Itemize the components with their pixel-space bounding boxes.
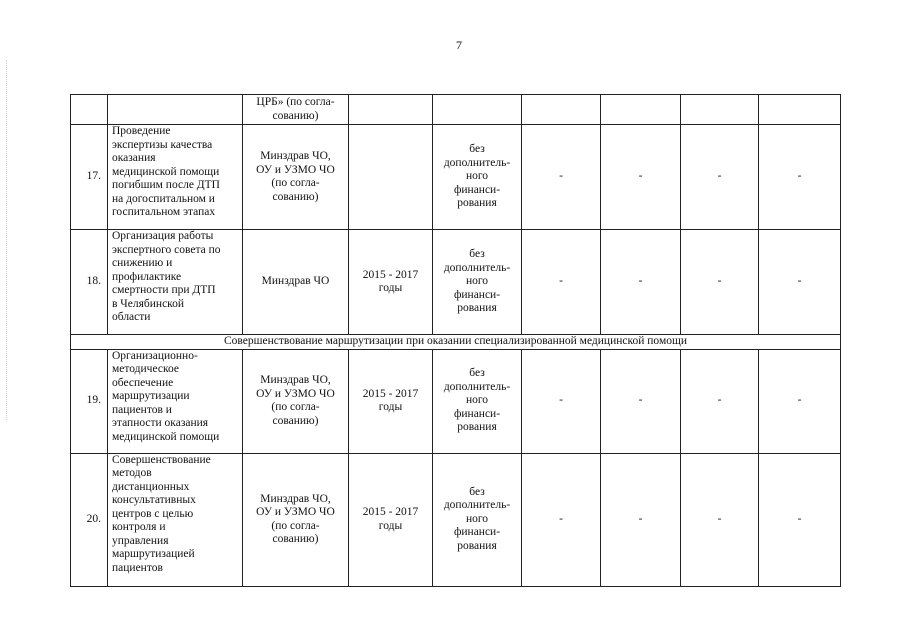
cell-value: - bbox=[601, 453, 681, 586]
cell-responsible bbox=[243, 349, 349, 453]
cell-responsible bbox=[243, 95, 349, 125]
cell-name bbox=[108, 125, 243, 230]
cell-funding bbox=[433, 230, 522, 335]
name-line: экспертного совета по bbox=[112, 243, 221, 256]
table-row bbox=[71, 453, 841, 586]
name-line: погибшим после ДТП bbox=[112, 179, 220, 191]
responsible-line: Минздрав ЧО, bbox=[260, 150, 331, 162]
section-heading-row bbox=[71, 335, 841, 350]
cell-value: - bbox=[759, 125, 841, 230]
name-line: медицинской помощи bbox=[112, 165, 220, 178]
cell-period bbox=[349, 230, 433, 335]
name-line: оказания bbox=[112, 152, 156, 164]
funding-line: ного bbox=[465, 394, 489, 407]
name-line: методическое bbox=[112, 363, 179, 375]
cell-value bbox=[759, 95, 841, 125]
cell-value: - bbox=[681, 125, 759, 230]
name-line: области bbox=[112, 311, 151, 323]
name-line: в Челябинской bbox=[112, 297, 185, 310]
cell-value: - bbox=[522, 125, 601, 230]
period-line: 2015 - 2017 bbox=[362, 506, 419, 518]
funding-line: ного bbox=[465, 170, 489, 183]
cell-value: - bbox=[759, 453, 841, 586]
cell-period bbox=[349, 349, 433, 453]
name-line: Организационно- bbox=[112, 349, 198, 362]
name-line: Совершенствование bbox=[112, 453, 211, 466]
table-row-continuation bbox=[71, 95, 841, 125]
cell-responsible bbox=[243, 125, 349, 230]
funding-line: дополнитель- bbox=[443, 499, 511, 512]
cell-funding bbox=[433, 125, 522, 230]
cell-value: - bbox=[522, 453, 601, 586]
name-line: медицинской помощи bbox=[112, 430, 220, 443]
cell-num: 18. bbox=[71, 230, 108, 335]
cell-value bbox=[681, 95, 759, 125]
cell-value: - bbox=[681, 349, 759, 453]
cell-responsible bbox=[243, 453, 349, 586]
period-line: 2015 - 2017 bbox=[362, 387, 419, 400]
name-line: на догоспитальном и bbox=[112, 192, 215, 205]
scan-margin-artifact bbox=[6, 60, 9, 420]
cell-num: 20. bbox=[71, 453, 108, 586]
funding-line: рования bbox=[457, 421, 497, 434]
name-line: смертности при ДТП bbox=[112, 284, 216, 296]
cell-name bbox=[108, 95, 243, 125]
cell-period bbox=[349, 453, 433, 586]
cell-value: - bbox=[601, 230, 681, 335]
cell-num bbox=[71, 95, 108, 125]
name-line: консультативных bbox=[112, 494, 196, 506]
cell-period bbox=[349, 95, 433, 125]
period-line: годы bbox=[378, 519, 403, 532]
responsible-line: ЦРБ» (по согла- bbox=[256, 96, 335, 108]
period-line: годы bbox=[378, 282, 403, 294]
name-line: пациентов и bbox=[112, 403, 172, 416]
name-line: обеспечение bbox=[112, 376, 174, 389]
funding-line: финанси- bbox=[453, 526, 501, 539]
funding-line: без bbox=[469, 248, 485, 261]
name-line: экспертизы качества bbox=[112, 138, 213, 151]
cell-num: 19. bbox=[71, 349, 108, 453]
cell-value: - bbox=[522, 230, 601, 335]
period-line: годы bbox=[378, 401, 403, 413]
name-line: госпитальном этапах bbox=[112, 206, 216, 218]
cell-value: - bbox=[601, 125, 681, 230]
name-line: управления bbox=[112, 534, 169, 547]
name-line: снижению и bbox=[112, 257, 173, 269]
funding-line: дополнитель- bbox=[443, 156, 511, 169]
responsible-line: Минздрав ЧО bbox=[261, 275, 330, 288]
period-line: 2015 - 2017 bbox=[362, 268, 419, 281]
cell-value: - bbox=[681, 230, 759, 335]
responsible-line: сованию) bbox=[272, 414, 319, 427]
funding-line: финанси- bbox=[453, 183, 501, 196]
funding-line: ного bbox=[465, 275, 489, 288]
table-row bbox=[71, 125, 841, 230]
cell-value: - bbox=[681, 453, 759, 586]
funding-line: без bbox=[469, 367, 485, 380]
name-line: Проведение bbox=[112, 125, 171, 137]
section-title: Совершенствование маршрутизации при оказании специализированной медицинской помощи bbox=[71, 335, 841, 350]
name-line: контроля и bbox=[112, 521, 166, 533]
responsible-line: (по согла- bbox=[271, 519, 320, 532]
funding-line: рования bbox=[457, 302, 497, 315]
cell-value bbox=[601, 95, 681, 125]
funding-line: финанси- bbox=[453, 288, 501, 301]
responsible-line: ОУ и УЗМО ЧО bbox=[256, 163, 335, 176]
funding-line: без bbox=[469, 143, 485, 156]
cell-period bbox=[349, 125, 433, 230]
responsible-line: сованию) bbox=[272, 533, 319, 545]
cell-name bbox=[108, 230, 243, 335]
cell-funding bbox=[433, 453, 522, 586]
responsible-line: сованию) bbox=[272, 190, 319, 203]
name-line: методов bbox=[112, 467, 152, 479]
name-line: этапности оказания bbox=[112, 417, 209, 429]
funding-line: дополнитель- bbox=[443, 380, 511, 393]
measures-table bbox=[70, 94, 841, 587]
responsible-line: ОУ и УЗМО ЧО bbox=[256, 387, 335, 400]
name-line: маршрутизацией bbox=[112, 548, 195, 560]
responsible-line: Минздрав ЧО, bbox=[260, 492, 331, 505]
cell-value bbox=[522, 95, 601, 125]
funding-line: рования bbox=[457, 539, 497, 552]
name-line: Организация работы bbox=[112, 230, 214, 242]
funding-line: ного bbox=[465, 512, 489, 525]
table-row bbox=[71, 349, 841, 453]
cell-num: 17. bbox=[71, 125, 108, 230]
name-line: профилактике bbox=[112, 270, 182, 283]
funding-line: финанси- bbox=[453, 407, 501, 420]
funding-line: дополнитель- bbox=[443, 261, 511, 274]
cell-name bbox=[108, 453, 243, 586]
cell-name bbox=[108, 349, 243, 453]
funding-line: рования bbox=[457, 197, 497, 210]
name-line: пациентов bbox=[112, 561, 163, 574]
cell-responsible bbox=[243, 230, 349, 335]
cell-funding bbox=[433, 349, 522, 453]
cell-value: - bbox=[759, 230, 841, 335]
cell-value: - bbox=[759, 349, 841, 453]
page-number: 7 bbox=[456, 38, 462, 52]
table-row bbox=[71, 230, 841, 335]
name-line: центров с целью bbox=[112, 507, 194, 520]
responsible-line: ОУ и УЗМО ЧО bbox=[256, 506, 335, 518]
responsible-line: (по согла- bbox=[271, 177, 320, 189]
name-line: дистанционных bbox=[112, 480, 190, 493]
cell-value: - bbox=[601, 349, 681, 453]
responsible-line: сованию) bbox=[272, 109, 319, 122]
funding-line: без bbox=[469, 485, 485, 498]
cell-funding bbox=[433, 95, 522, 125]
responsible-line: Минздрав ЧО, bbox=[260, 374, 331, 386]
cell-value: - bbox=[522, 349, 601, 453]
name-line: маршрутизации bbox=[112, 390, 190, 402]
responsible-line: (по согла- bbox=[271, 401, 320, 413]
